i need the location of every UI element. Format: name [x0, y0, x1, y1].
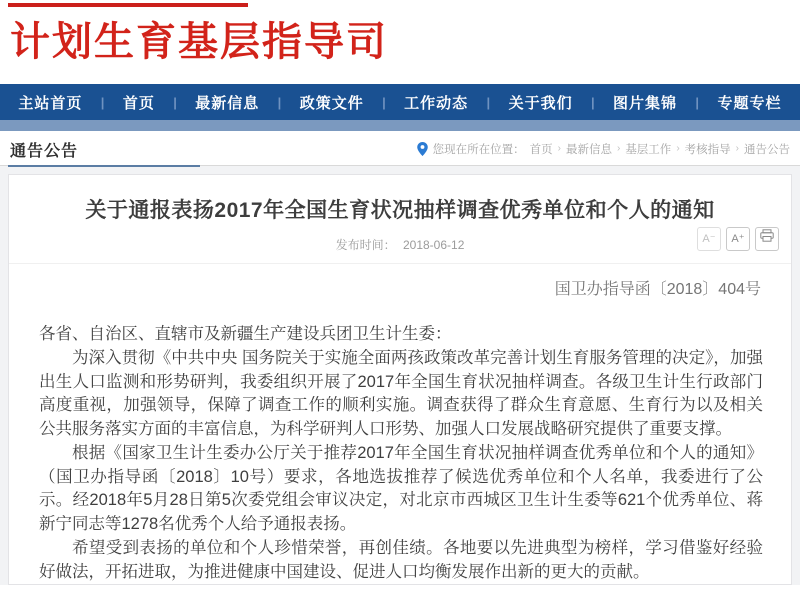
nav-separator: | — [100, 94, 105, 110]
site-title: 计划生育基层指导司 — [10, 20, 388, 64]
breadcrumb-item-home[interactable]: 首页 — [529, 143, 553, 156]
breadcrumb-separator: › — [735, 143, 739, 154]
breadcrumb-item-grassroots-work[interactable]: 基层工作 — [625, 143, 672, 156]
section-accent-line — [8, 165, 200, 167]
article-title: 关于通报表扬2017年全国生育状况抽样调查优秀单位和个人的通知 — [85, 199, 715, 222]
section-title: 通告公告 — [10, 143, 79, 160]
main-nav — [0, 84, 800, 120]
nav-item-about-us[interactable]: 关于我们 — [508, 94, 573, 112]
publish-date-label: 发布时间： — [335, 238, 396, 252]
breadcrumb-item-notices[interactable]: 通告公告 — [744, 143, 790, 156]
breadcrumb-separator: › — [676, 143, 680, 154]
nav-separator: | — [486, 94, 491, 110]
nav-item-home-main[interactable]: 主站首页 — [18, 94, 83, 112]
content-background — [0, 166, 800, 585]
top-red-line — [8, 3, 248, 7]
nav-shadow-band — [0, 120, 800, 131]
publish-date-value: 2018-06-12 — [402, 238, 465, 252]
nav-separator: | — [695, 94, 700, 110]
article-tools — [697, 227, 779, 251]
breadcrumb-separator: › — [557, 143, 561, 154]
nav-item-home[interactable]: 首页 — [122, 94, 155, 112]
location-pin-icon — [417, 142, 428, 156]
paragraph-1: 为深入贯彻《中共中央 国务院关于实施全面两孩政策改革完善计划生育服务管理的决定》，加强出生人口监测和形势研判，我委组织开展了2017年全国生育状况抽样调查。各级卫生计生行政部门高度重视，加强领导，保障了调查工作的顺利实施。调查获得了群众生育意愿、生育行为以及相关公共服务落实方面的丰富信息，为科学研判人口形势、加强人口发展战略研究提供了重要支撑。 — [39, 348, 763, 438]
salutation: 各省、自治区、直辖市及新疆生产建设兵团卫生计生委： — [39, 325, 452, 343]
breadcrumb-item-latest-news[interactable]: 最新信息 — [565, 143, 612, 156]
breadcrumb — [417, 131, 790, 166]
nav-item-photo-gallery[interactable]: 图片集锦 — [613, 94, 678, 112]
breadcrumb-item-assessment-guidance[interactable]: 考核指导 — [684, 143, 731, 156]
nav-separator: | — [590, 94, 595, 110]
printer-icon — [760, 229, 774, 242]
nav-item-latest-news[interactable]: 最新信息 — [195, 94, 260, 112]
nav-item-work-updates[interactable]: 工作动态 — [404, 94, 469, 112]
document-number: 国卫办指导函〔2018〕404号 — [554, 281, 761, 298]
section-bar — [0, 131, 800, 166]
breadcrumb-prefix: 您现在所在位置： — [432, 143, 525, 156]
article-body — [9, 299, 791, 584]
nav-item-special-topics[interactable]: 专题专栏 — [717, 94, 782, 112]
paragraph-3: 希望受到表扬的单位和个人珍惜荣誉，再创佳绩。各地要以先进典型为榜样，学习借鉴好经验好做法，开拓进取，为推进健康中国建设、促进人口均衡发展作出新的更大的贡献。 — [39, 538, 763, 581]
paragraph-2: 根据《国家卫生计生委办公厅关于推荐2017年全国生育状况抽样调查优秀单位和个人的通知》（国卫办指导函〔2018〕10号）要求，各地选拔推荐了候选优秀单位和个人名单，我委进行了公示。经2018年5月28日第5次委党组会审议决定，对北京市西城区卫生计生委等621个优秀单位、蒋新宁同志等1278名优秀个人给予通报表扬。 — [39, 443, 763, 533]
nav-separator: | — [277, 94, 282, 110]
font-larger-button[interactable]: A⁺ — [726, 227, 750, 251]
nav-item-policy-documents[interactable]: 政策文件 — [299, 94, 364, 112]
nav-separator: | — [173, 94, 177, 110]
page-header — [0, 3, 800, 64]
print-button[interactable] — [755, 227, 779, 251]
nav-separator: | — [382, 94, 386, 110]
breadcrumb-separator: › — [616, 143, 621, 154]
article-meta — [9, 236, 791, 264]
article-card — [8, 174, 792, 585]
font-smaller-button[interactable]: A⁻ — [697, 227, 721, 251]
